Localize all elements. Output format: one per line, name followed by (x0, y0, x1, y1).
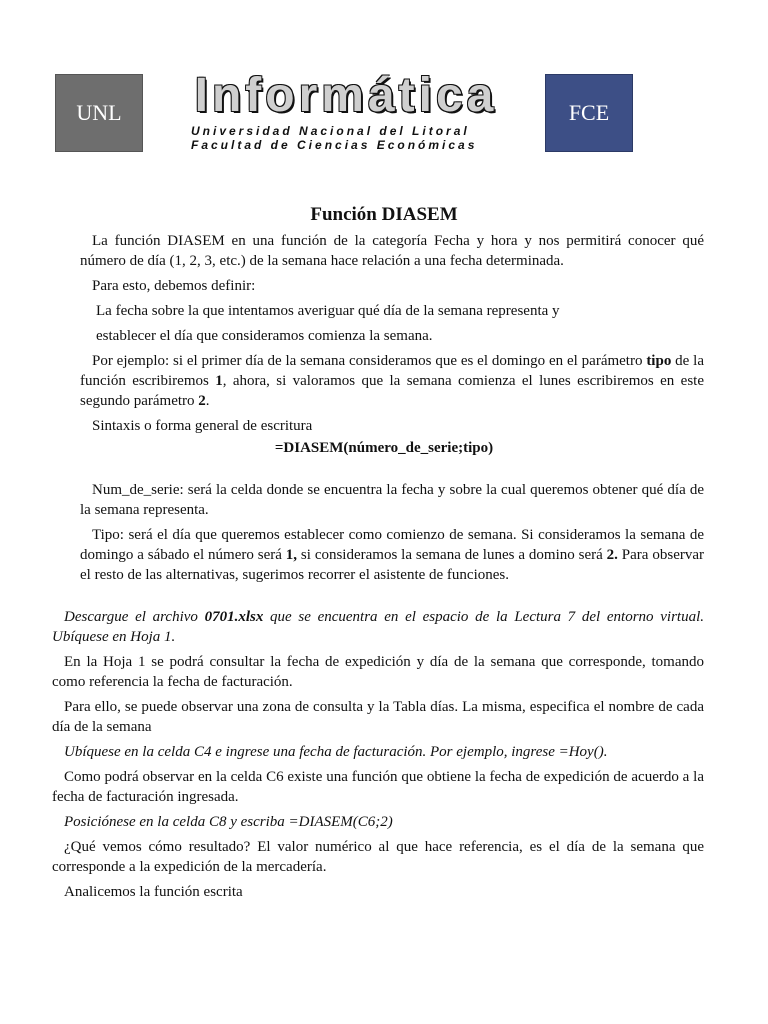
download-text-2: que se encuentra en el espacio de la Lectura 7 del entorno virtual. Ubíquese en Hoja 1. (52, 609, 704, 645)
example-paragraph (52, 351, 704, 411)
example-value-1: 1 (215, 373, 223, 389)
result-paragraph: ¿Qué vemos cómo resultado? El valor numérico al que hace referencia, es el día de la semana que corresponde a la expedición de la mercadería. (52, 839, 704, 875)
tipo-text-1: Tipo: será el día que queremos establecer como comienzo de semana. Si consideramos la semana de domingo a sábado el número será (80, 527, 704, 563)
page-title: Función DIASEM (310, 204, 458, 225)
document-body (52, 205, 704, 907)
example-text-3: , ahora, si valoramos que la semana comienza el lunes escribiremos en este segundo parámetro (80, 373, 704, 409)
unl-badge-label: UNL (76, 100, 122, 125)
fce-badge-label: FCE (568, 100, 610, 125)
download-instruction (52, 607, 704, 647)
example-text-2: de la función escribiremos (80, 353, 704, 389)
tipo-value-1: 1, (285, 547, 298, 563)
define-paragraph: Para esto, debemos definir: (92, 278, 256, 294)
syntax-intro: Sintaxis o forma general de escritura (92, 418, 313, 434)
num-de-serie-paragraph: Num_de_serie: será la celda donde se encuentra la fecha y sobre la cual queremos obtener qué día de la semana representa. (80, 482, 704, 518)
c8-instruction: Posiciónese en la celda C8 y escriba =DIASEM(C6;2) (64, 814, 393, 830)
logo-title: Informática (194, 69, 498, 122)
analysis-paragraph: Analicemos la función escrita (64, 884, 243, 900)
definition-item-2: establecer el día que consideramos comienza la semana. (96, 328, 433, 344)
unl-badge (55, 74, 143, 152)
tipo-text-3: Para observar el resto de las alternativas, sugerimos recorrer el asistente de funciones. (80, 547, 704, 583)
c6-paragraph: Como podrá observar en la celda C6 existe una función que obtiene la fecha de expedición de acuerdo a la fecha de facturación ingresada. (52, 769, 704, 805)
informatica-logo (151, 69, 541, 154)
download-text-1: Descargue el archivo (64, 609, 205, 625)
logo-university: Universidad Nacional del Litoral (191, 124, 470, 138)
example-text-1: Por ejemplo: si el primer día de la semana consideramos que es el domingo en el parámetro (92, 353, 647, 369)
tipo-value-2: 2. (606, 547, 618, 563)
example-text-4: . (205, 393, 210, 409)
example-value-2: 2 (198, 393, 206, 409)
definition-item-1: La fecha sobre la que intentamos averiguar qué día de la semana representa y (96, 303, 560, 319)
example-tipo: tipo (646, 353, 672, 369)
syntax-formula: =DIASEM(número_de_serie;tipo) (274, 440, 494, 456)
intro-paragraph: La función DIASEM en una función de la categoría Fecha y hora y nos permitirá conocer qué número de día (1, 2, 3, etc.) de la semana hace relación a una fecha determinada. (80, 233, 704, 269)
logo-faculty: Facultad de Ciencias Económicas (191, 138, 478, 152)
tipo-paragraph (52, 525, 704, 585)
document-header (55, 69, 633, 154)
download-filename: 0701.xlsx (204, 609, 264, 625)
tipo-text-2: si consideramos la semana de lunes a domino será (297, 547, 607, 563)
hoja1-paragraph: En la Hoja 1 se podrá consultar la fecha de expedición y día de la semana que corresponde, tomando como referencia la fecha de facturación. (52, 654, 704, 690)
fce-badge (545, 74, 633, 152)
c4-instruction: Ubíquese en la celda C4 e ingrese una fecha de facturación. Por ejemplo, ingrese =Hoy(). (64, 744, 608, 760)
consulta-paragraph: Para ello, se puede observar una zona de consulta y la Tabla días. La misma, especifica el nombre de cada día de la semana (52, 699, 704, 735)
